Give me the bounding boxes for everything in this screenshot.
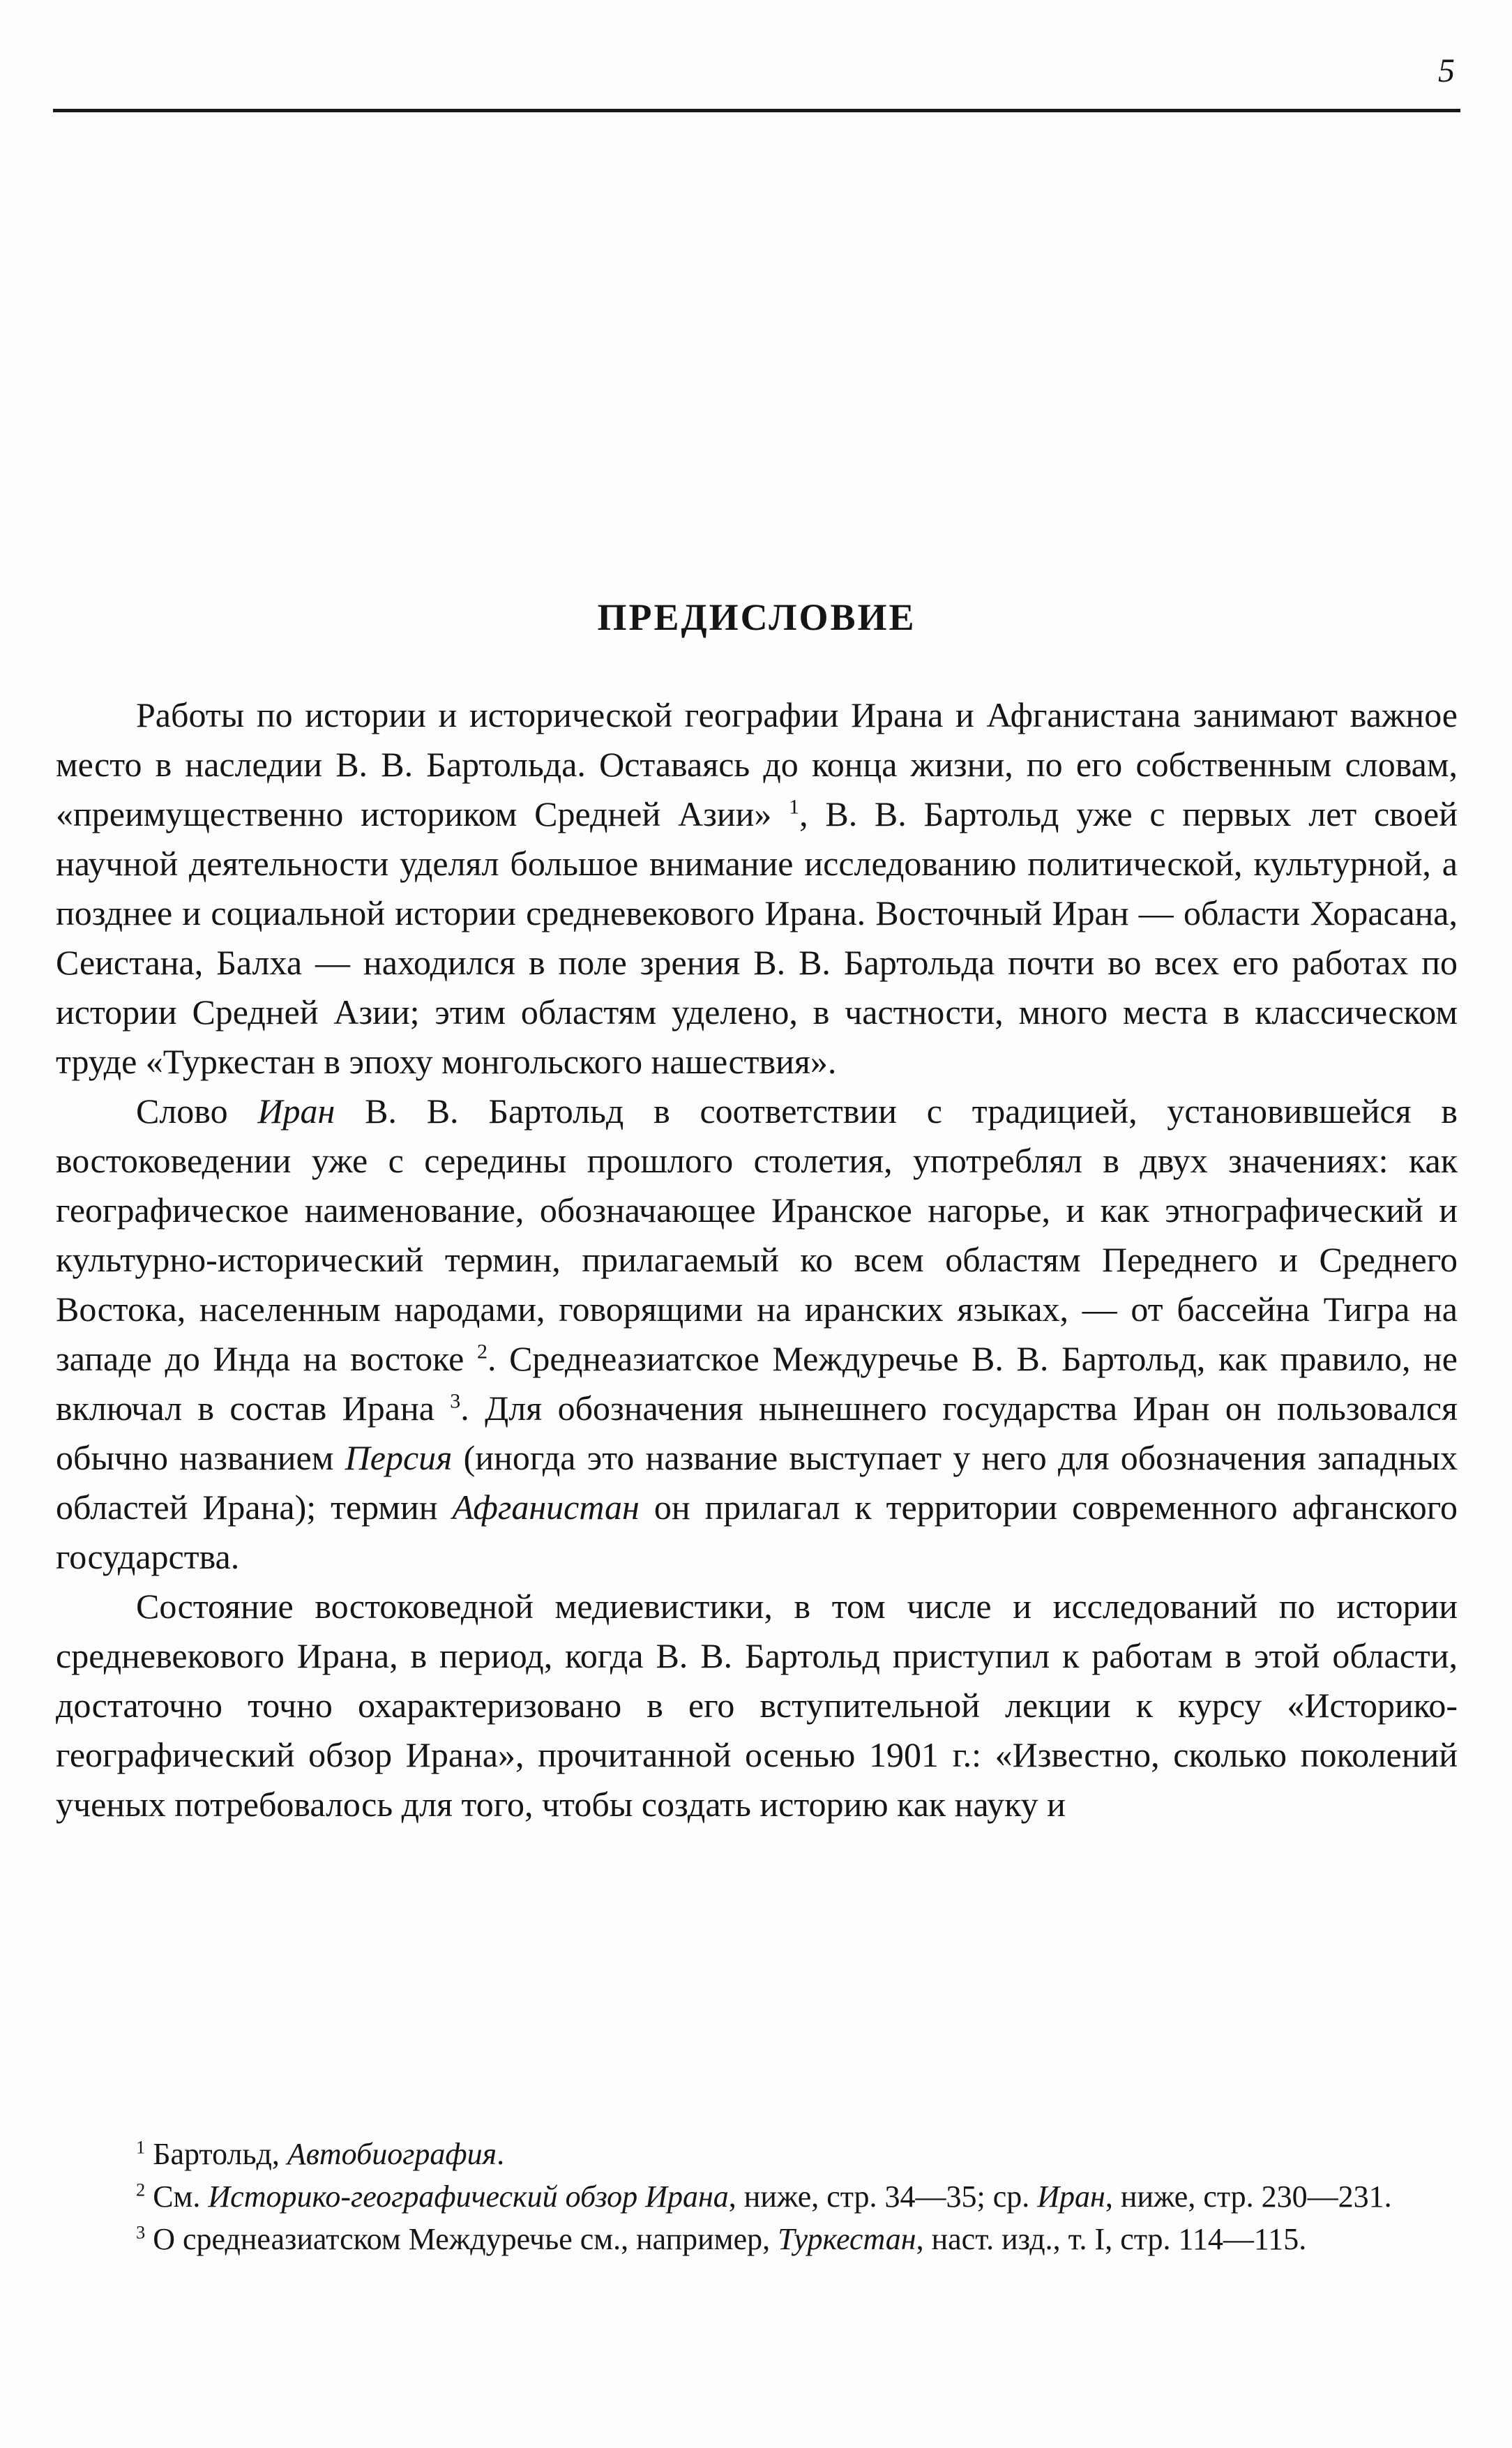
page-number: 5	[1438, 52, 1455, 89]
footnote-1	[56, 2133, 1458, 2175]
text-run: Иран	[1037, 2179, 1105, 2214]
footnotes	[56, 2133, 1458, 2260]
text-run: Автобиография	[287, 2137, 497, 2171]
text-run: О среднеазиатском Междуречье см., например,	[145, 2222, 778, 2256]
paragraph-1	[56, 690, 1458, 1087]
text-run: (иногда это название выступает у него для обозначения западных областей Ирана); термин	[56, 1438, 1458, 1527]
text-run: Историко-географический обзор Ирана	[208, 2179, 729, 2214]
text-run: Работы по истории и исторической географии Ирана и Афганистана занимают важное место в наследии В. В. Бартольда. Оставаясь до конца жизни, по его собственным словам, «преимущественно историком Средней Азии»	[56, 695, 1458, 833]
text-run: Персия	[345, 1438, 453, 1477]
footnote-ref: 2	[136, 2179, 146, 2200]
text-run: , ниже, стр. 34—35; ср.	[728, 2179, 1038, 2214]
footnote-ref: 2	[476, 1340, 487, 1363]
footnote-ref: 3	[450, 1389, 461, 1413]
text-run: . Среднеазиатское Междуречье В. В. Бартольд, как правило, не включал в состав Ирана	[56, 1339, 1458, 1428]
text-run: . Для обозначения нынешнего государства Иран он пользовался обычно названием	[56, 1389, 1458, 1477]
text-run: , В. В. Бартольд уже с первых лет своей научной деятельности уделял большое внимание исследованию политической, культурной, а позднее и социальной истории средневекового Ирана. Восточный Иран — области Хорасана, Сеистана, Балха — находился в поле зрения В. В. Бартольда почти во всех его работах по истории Средней Азии; этим областям уделено, в частности, много места в классическом труде «Туркестан в эпоху монгольского нашествия».	[56, 794, 1458, 1081]
body-text	[56, 690, 1458, 1829]
footnote-3	[56, 2218, 1458, 2260]
text-run: Бартольд,	[145, 2137, 287, 2171]
text-run: Состояние востоковедной медиевистики, в том числе и исследований по истории средневекового Ирана, в период, когда В. В. Бартольд приступил к работам в этой области, достаточно точно охарактеризовано в его вступительной лекции к курсу «Историко-географический обзор Ирана», прочитанной осенью 1901 г.: «Известно, сколько поколений ученых потребовалось для того, чтобы создать историю как науку и	[56, 1587, 1458, 1824]
top-rule	[53, 109, 1460, 112]
text-run: .	[497, 2137, 505, 2171]
text-run: См.	[145, 2179, 209, 2214]
text-run: , наст. изд., т. I, стр. 114—115.	[916, 2222, 1307, 2256]
text-run: он прилагал к территории современного афганского государства.	[56, 1488, 1458, 1576]
text-run: , ниже, стр. 230—231.	[1105, 2179, 1392, 2214]
footnote-2	[56, 2175, 1458, 2218]
text-column	[56, 598, 1458, 1829]
text-run: Туркестан	[778, 2222, 916, 2256]
page-title: ПРЕДИСЛОВИЕ	[597, 596, 916, 638]
text-run: Слово	[136, 1091, 258, 1131]
paragraph-3	[56, 1582, 1458, 1829]
text-run: Афганистан	[452, 1488, 640, 1527]
paragraph-2	[56, 1087, 1458, 1582]
text-run: В. В. Бартольд в соответствии с традицией, установившейся в востоковедении уже с середины прошлого столетия, употреблял в двух значениях: как географическое наименование, обозначающее Иранское нагорье, и как этнографический и культурно-исторический термин, прилагаемый ко всем областям Переднего и Среднего Востока, населенным народами, говорящими на иранских языках, — от бассейна Тигра на западе до Инда на востоке	[56, 1091, 1458, 1378]
footnote-ref: 3	[136, 2221, 146, 2243]
footnote-ref: 1	[789, 795, 800, 819]
footnote-ref: 1	[136, 2136, 146, 2158]
text-run: Иран	[257, 1091, 335, 1131]
